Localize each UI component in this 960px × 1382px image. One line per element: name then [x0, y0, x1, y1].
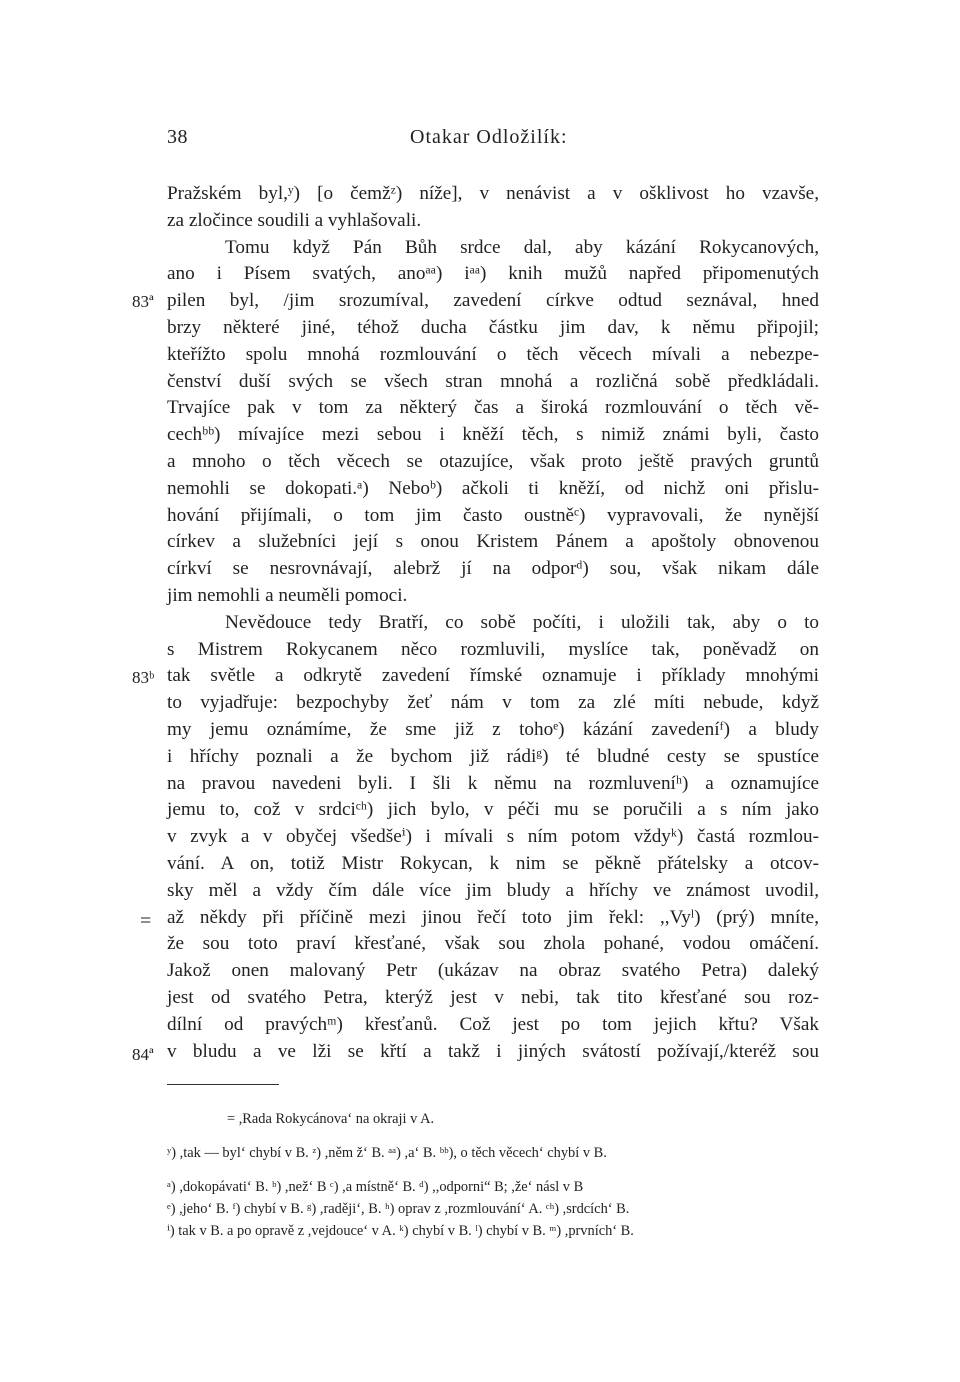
text-line: v bludu a ve lži se křtí a takž i jiných svátostí požívají,/kteréž sou	[167, 1040, 819, 1062]
text-line: vání. A on, totiž Mistr Rokycan, k nim se pěkně přátelsky a otcov-	[167, 852, 819, 874]
text-line: cechᵇᵇ) mívajíce mezi sebou i kněží těch, s nimiž známi byli, často	[167, 424, 819, 446]
text-line: čenství duší svých se všech stran mnohá a rozličná sobě předkládali.	[167, 370, 819, 392]
margin-note-83a: 83ª	[132, 292, 154, 311]
text-line: církví se nesrovnávají, alebrž jí na odporᵈ) sou, však nikam dále	[167, 558, 819, 580]
text-line: pilen byl, /jim srozumíval, zavedení církve odtud seznával, hned	[167, 290, 819, 312]
text-line: i hříchy poznali a že bychom již rádiᵍ) té bludné cesty se spustíce	[167, 745, 819, 767]
text-line: Tomu když Pán Bůh srdce dal, aby kázání Rokycanových,	[225, 236, 819, 258]
text-line: církev a služebníci její s onou Kristem Pánem a apoštoly obnovenou	[167, 531, 819, 553]
footnote-divider	[167, 1084, 279, 1085]
text-line: a mnoho o těch věcech se otazujíce, však proto ještě pravých gruntů	[167, 450, 819, 472]
text-line: ano i Písem svatých, anoᵃᵃ) iᵃᵃ) knih mužů napřed připomenutých	[167, 263, 819, 285]
text-line: kteřížto spolu mnohá rozmlouvání o těch věcech mívali a nebezpe-	[167, 343, 819, 365]
text-line: za zločince soudili a vyhlašovali.	[167, 209, 422, 231]
text-line: hování přijímali, o tom jim často oustněᶜ) vypravovali, že nynější	[167, 504, 819, 526]
margin-note-equals: =	[140, 910, 152, 932]
footnote-spacer	[167, 1164, 819, 1176]
text-line: že sou toto praví křesťané, však sou zhola pohané, vodou omáčení.	[167, 933, 819, 955]
text-line: tak světle a odkrytě zavedení římské oznamuje i příklady mnohými	[167, 665, 819, 687]
footnote-spacer	[167, 1130, 819, 1142]
text-line: v zvyk a v obyčej všedšeⁱ) i mívali s ním potom vždyᵏ) častá rozmlou-	[167, 826, 819, 848]
text-line: nemohli se dokopati.ᵃ) Neboᵇ) ačkoli ti kněží, od nichž oni přislu-	[167, 477, 819, 499]
text-line: Pražském byl,ʸ) [o čemžᶻ) níže], v nenávist a v ošklivost ho vzavše,	[167, 183, 819, 204]
text-line: na pravou navedeni byli. I šli k němu na rozmluveníʰ) a oznamujíce	[167, 772, 819, 794]
footnote-line: ᵉ) ,jeho‘ B. ᶠ) chybí v B. ᵍ) ,raději‘, B. ʰ) oprav z ,rozmlouvání‘ A. ᶜʰ) ,srdcích‘ B.	[167, 1201, 630, 1217]
text-line: to vyjadřuje: bezpochyby žeť nám v tom za zlé míti nebude, když	[167, 692, 819, 714]
page-number: 38	[167, 126, 188, 148]
page-header	[0, 126, 960, 156]
text-line: sky měl a vždy čím dále více jim bludy a hříchy ve známost uvodil,	[167, 879, 819, 901]
footnote-line: = ,Rada Rokycánova‘ na okraji v A.	[227, 1111, 435, 1127]
margin-note-84a: 84ª	[132, 1045, 154, 1064]
margin-note-83b: 83ᵇ	[132, 668, 155, 687]
text-line: jest od svatého Petra, kterýž jest v nebi, tak tito křesťané sou roz-	[167, 986, 819, 1008]
text-line: my jemu oznámíme, že sme již z tohoᵉ) kázání zavedeníᶠ) a bludy	[167, 718, 819, 740]
footnote-line: ʸ) ,tak — byl‘ chybí v B. ᶻ) ,něm ž‘ B. ᵃᵃ) ,a‘ B. ᵇᵇ), o těch věcech‘ chybí v B.	[167, 1145, 607, 1161]
footnote-line: ᵃ) ,dokopávati‘ B. ᵇ) ,než‘ B ᶜ) ,a místně‘ B. ᵈ) ,,odporni“ B; ,že‘ násl v B	[167, 1179, 584, 1195]
text-line: s Mistrem Rokycanem něco rozmluvili, myslíce tak, poněvadž on	[167, 638, 819, 660]
running-title: Otakar Odložilík:	[410, 126, 568, 148]
footnote-line: ⁱ) tak v B. a po opravě z ,vejdouce‘ v A. ᵏ) chybí v B. ˡ) chybí v B. ᵐ) ,prvních‘ B.	[167, 1223, 634, 1239]
text-line: až někdy při příčině mezi jinou řečí toto jim řekl: ,,Vyˡ) (prý) mníte,	[167, 906, 819, 928]
text-line: brzy některé jiné, téhož ducha částku jim dav, k němu připojil;	[167, 316, 819, 338]
text-line: jim nemohli a neuměli pomoci.	[167, 584, 408, 606]
text-line: Jakož onen malovaný Petr (ukázav na obraz svatého Petra) daleký	[167, 960, 819, 982]
text-line: dílní od pravýchᵐ) křesťanů. Což jest po tom jejich křtu? Však	[167, 1013, 819, 1035]
footnotes	[167, 1108, 819, 1242]
text-line: jemu to, což v srdciᶜʰ) jich bylo, v péči mu se poručili a s ním jako	[167, 799, 819, 821]
body-text	[167, 181, 819, 1065]
text-line: Trvajíce pak v tom za některý čas a široká rozmlouvání o těch vě-	[167, 397, 819, 419]
text-line: Nevědouce tedy Bratří, co sobě počíti, i uložili tak, aby o to	[225, 611, 819, 633]
